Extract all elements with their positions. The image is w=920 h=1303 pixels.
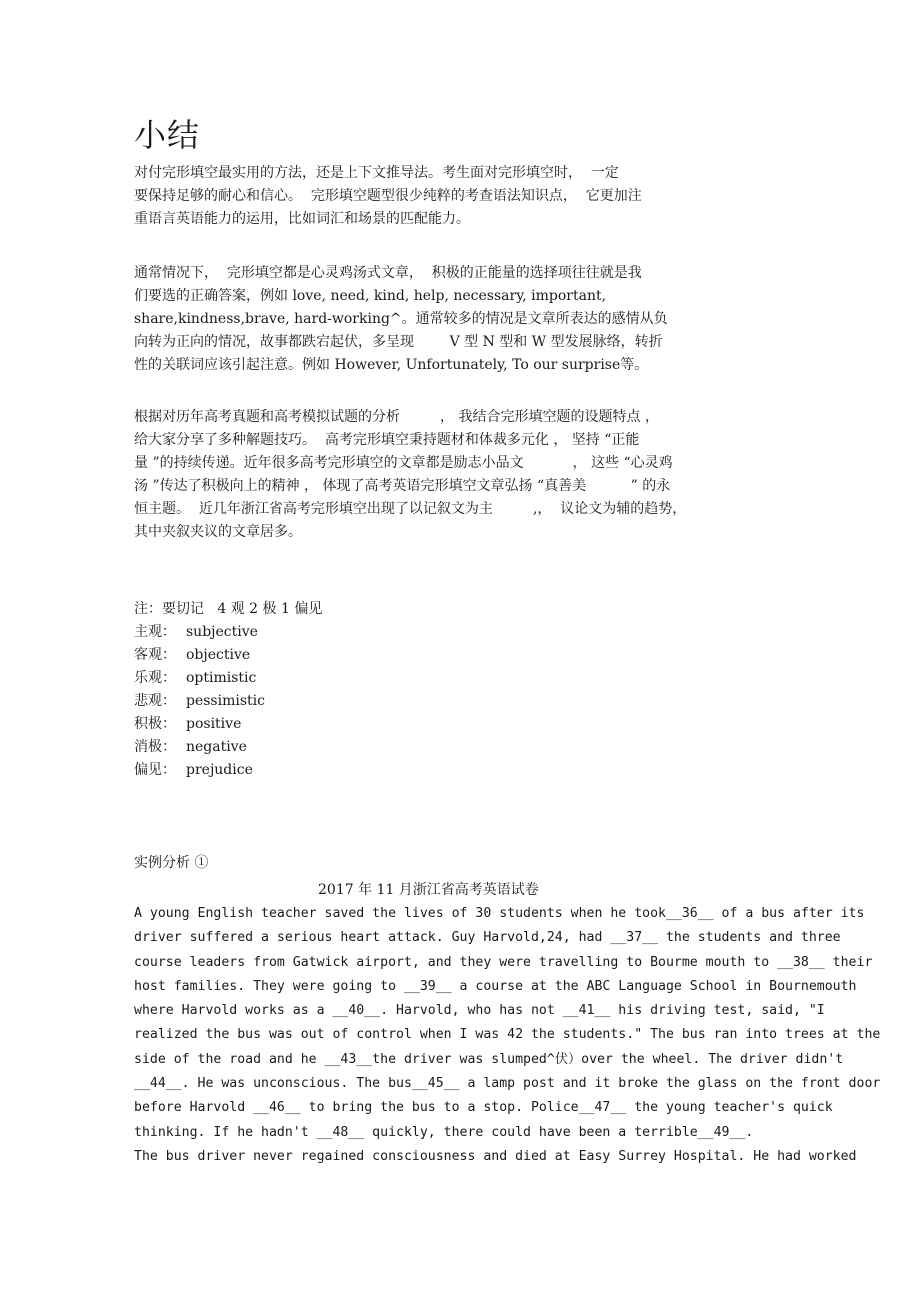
note-value: negative xyxy=(186,739,247,755)
passage-line: where Harvold works as a __40__. Harvold, who has not __41__ his driving test, said, "I xyxy=(134,1003,825,1019)
passage-line: The bus driver never regained consciousness and died at Easy Surrey Hospital. He had worked xyxy=(134,1148,857,1164)
note-item xyxy=(134,713,322,736)
paragraph-line: 量 ”的持续传递。近年很多高考完形填空的文章都是励志小品文 ， 这些 “心灵鸡 xyxy=(134,455,673,471)
analysis-paragraph xyxy=(134,406,686,544)
paragraph-line: 其中夹叙夹议的文章居多。 xyxy=(134,524,302,540)
note-item xyxy=(134,690,322,713)
note-value: optimistic xyxy=(186,670,257,686)
note-label: 主观： xyxy=(134,624,176,640)
note-value: objective xyxy=(186,647,251,663)
emotion-paragraph xyxy=(134,262,668,377)
note-label: 乐观： xyxy=(134,670,176,686)
passage-line: side of the road and he __43__the driver was slumped^伏）over the wheel. The driver didn't xyxy=(134,1051,844,1067)
note-label: 积极： xyxy=(134,716,176,732)
passage-line: before Harvold __46__ to bring the bus to a stop. Police__47__ the young teacher's quick xyxy=(134,1100,833,1116)
passage-line: host families. They were going to __39__ a course at the ABC Language School in Bournemouth xyxy=(134,978,857,994)
passage-line: course leaders from Gatwick airport, and they were travelling to Bourme mouth to __38__ their xyxy=(134,954,873,970)
vocabulary-notes xyxy=(134,598,322,782)
paragraph-line: 根据对历年高考真题和高考模拟试题的分析 ， 我结合完形填空题的设题特点 ， xyxy=(134,409,659,425)
passage-line: driver suffered a serious heart attack. Guy Harvold,24, had __37__ the students and three xyxy=(134,930,841,946)
paragraph-line: 恒主题。 近几年浙江省高考完形填空出现了以记叙文为主 ,， 议论文为辅的趋势， xyxy=(134,501,687,517)
paragraph-line: 们要选的正确答案，例如 love, need, kind, help, necessary, important, xyxy=(134,288,607,304)
paragraph-line: 重语言英语能力的运用，比如词汇和场景的匹配能力。 xyxy=(134,211,470,227)
note-value: positive xyxy=(186,716,242,732)
paragraph-line: share,kindness,brave, hard-working^。通常较多的情况是文章所表达的感情从负 xyxy=(134,311,668,327)
note-value: pessimistic xyxy=(186,693,265,709)
paragraph-line: 性的关联词应该引起注意。例如 However, Unfortunately, To our surprise等。 xyxy=(134,357,649,373)
paragraph-line: 向转为正向的情况，故事都跌宕起伏，多呈现 V 型 N 型和 W 型发展脉络，转折 xyxy=(134,334,663,350)
passage-line: __44__. He was unconscious. The bus__45__ a lamp post and it broke the glass on the front door xyxy=(134,1076,881,1092)
note-item xyxy=(134,736,322,759)
paragraph-line: 给大家分享了多种解题技巧。 高考完形填空秉持题材和体裁多元化 ， 坚持 “正能 xyxy=(134,432,640,448)
note-label: 客观： xyxy=(134,647,176,663)
note-label: 消极： xyxy=(134,739,176,755)
passage-line: thinking. If he hadn't __48__ quickly, there could have been a terrible__49__. xyxy=(134,1124,754,1140)
note-value: subjective xyxy=(186,624,258,640)
note-value: prejudice xyxy=(186,762,253,778)
passage-line: realized the bus was out of control when I was 42 the students." The bus ran into trees at the xyxy=(134,1027,881,1043)
note-item xyxy=(134,621,322,644)
passage-line: A young English teacher saved the lives of 30 students when he took__36__ of a bus after its xyxy=(134,906,865,921)
notes-heading: 注：要切记 4 观 2 极 1 偏见 xyxy=(134,601,323,617)
exam-title: 2017 年 11 月浙江省高考英语试卷 xyxy=(318,882,539,898)
note-label: 偏见： xyxy=(134,762,176,778)
note-item xyxy=(134,759,322,782)
note-item xyxy=(134,644,322,667)
paragraph-line: 对付完形填空最实用的方法，还是上下文推导法。考生面对完形填空时， 一定 xyxy=(134,165,619,181)
note-label: 悲观： xyxy=(134,693,176,709)
intro-paragraph xyxy=(134,162,642,231)
cloze-passage xyxy=(134,902,904,1169)
paragraph-line: 汤 ”传达了积极向上的精神 ， 体现了高考英语完形填空文章弘扬 “真善美 ” 的永 xyxy=(134,478,671,494)
example-label: 实例分析 ① xyxy=(134,855,209,871)
paragraph-line: 要保持足够的耐心和信心。 完形填空题型很少纯粹的考查语法知识点， 它更加注 xyxy=(134,188,642,204)
page-title: 小结 xyxy=(134,116,201,154)
paragraph-line: 通常情况下， 完形填空都是心灵鸡汤式文章， 积极的正能量的选择项往往就是我 xyxy=(134,265,642,281)
note-item xyxy=(134,667,322,690)
